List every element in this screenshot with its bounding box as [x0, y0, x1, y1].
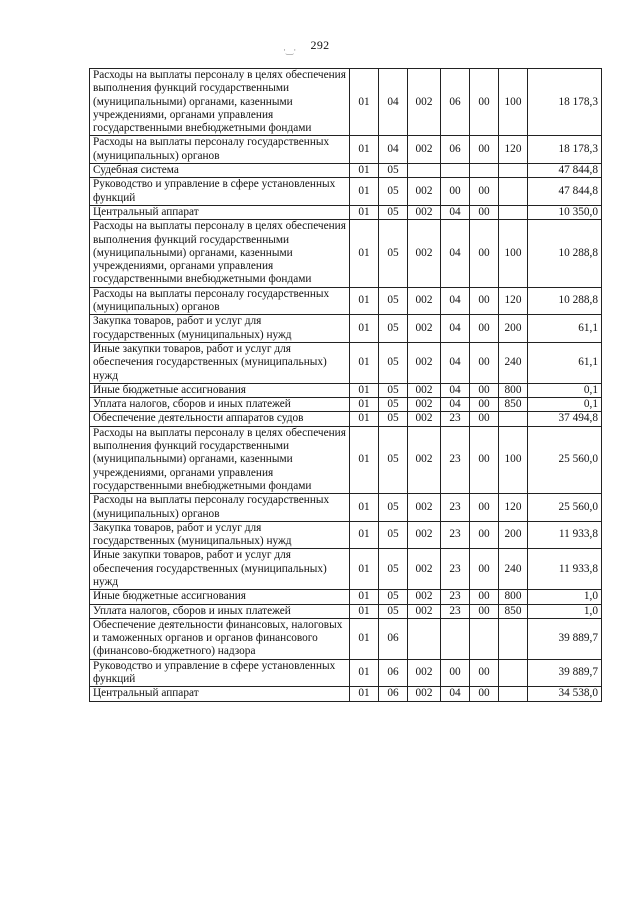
cell-target-article-3: 00 [470, 549, 499, 590]
cell-name: Расходы на выплаты персоналу в целях обеспечения выполнения функций государственными (муниципальными) органами, казенными учреждениями, органами управления государственными внебюджетными фондами [90, 69, 350, 136]
cell-amount: 1,0 [528, 604, 602, 618]
cell-amount: 61,1 [528, 342, 602, 383]
table-row [90, 590, 602, 604]
cell-target-article-2: 06 [441, 136, 470, 164]
cell-expense-type: 120 [499, 136, 528, 164]
cell-section: 01 [350, 178, 379, 206]
table-row [90, 659, 602, 687]
cell-subsection: 05 [379, 521, 408, 549]
table-row [90, 687, 602, 701]
cell-section: 01 [350, 426, 379, 493]
budget-table [89, 68, 602, 702]
cell-section: 01 [350, 604, 379, 618]
cell-section: 01 [350, 412, 379, 426]
cell-target-article-2: 00 [441, 659, 470, 687]
cell-amount: 10 288,8 [528, 287, 602, 315]
cell-target-article-1: 002 [408, 590, 441, 604]
cell-amount: 47 844,8 [528, 164, 602, 178]
cell-expense-type: 240 [499, 549, 528, 590]
cell-target-article-2: 04 [441, 398, 470, 412]
cell-target-article-1: 002 [408, 412, 441, 426]
cell-section: 01 [350, 398, 379, 412]
cell-expense-type: 200 [499, 521, 528, 549]
cell-amount: 18 178,3 [528, 136, 602, 164]
cell-target-article-1: 002 [408, 426, 441, 493]
cell-subsection: 06 [379, 659, 408, 687]
cell-amount: 34 538,0 [528, 687, 602, 701]
cell-expense-type [499, 618, 528, 659]
cell-amount: 11 933,8 [528, 521, 602, 549]
cell-amount: 10 350,0 [528, 205, 602, 219]
cell-section: 01 [350, 136, 379, 164]
page-number: 292 [310, 38, 330, 52]
table-row [90, 164, 602, 178]
cell-subsection: 05 [379, 383, 408, 397]
cell-target-article-2: 04 [441, 315, 470, 343]
cell-expense-type: 100 [499, 69, 528, 136]
cell-expense-type [499, 412, 528, 426]
cell-section: 01 [350, 494, 379, 522]
cell-target-article-2: 23 [441, 494, 470, 522]
cell-section: 01 [350, 383, 379, 397]
cell-section: 01 [350, 342, 379, 383]
cell-amount: 18 178,3 [528, 69, 602, 136]
cell-target-article-1: 002 [408, 220, 441, 287]
cell-amount: 1,0 [528, 590, 602, 604]
cell-amount: 0,1 [528, 398, 602, 412]
cell-target-article-1: 002 [408, 205, 441, 219]
cell-target-article-1 [408, 164, 441, 178]
cell-target-article-3: 00 [470, 521, 499, 549]
cell-section: 01 [350, 618, 379, 659]
cell-target-article-2: 04 [441, 287, 470, 315]
cell-name: Расходы на выплаты персоналу в целях обеспечения выполнения функций государственными (муниципальными) органами, казенными учреждениями, органами управления государственными внебюджетными фондами [90, 220, 350, 287]
table-row [90, 412, 602, 426]
cell-subsection: 05 [379, 494, 408, 522]
cell-name: Уплата налогов, сборов и иных платежей [90, 604, 350, 618]
cell-name: Обеспечение деятельности аппаратов судов [90, 412, 350, 426]
table-row [90, 342, 602, 383]
cell-amount: 11 933,8 [528, 549, 602, 590]
cell-subsection: 05 [379, 342, 408, 383]
cell-target-article-1: 002 [408, 136, 441, 164]
cell-target-article-3: 00 [470, 494, 499, 522]
cell-target-article-2: 04 [441, 220, 470, 287]
cell-target-article-1: 002 [408, 494, 441, 522]
cell-expense-type [499, 687, 528, 701]
cell-expense-type: 120 [499, 494, 528, 522]
cell-name: Закупка товаров, работ и услуг для государственных (муниципальных) нужд [90, 315, 350, 343]
cell-target-article-2: 23 [441, 426, 470, 493]
table-row [90, 549, 602, 590]
cell-target-article-3: 00 [470, 220, 499, 287]
cell-target-article-2: 04 [441, 383, 470, 397]
cell-amount: 0,1 [528, 383, 602, 397]
cell-expense-type: 100 [499, 220, 528, 287]
cell-name: Расходы на выплаты персоналу в целях обеспечения выполнения функций государственными (муниципальными) органами, казенными учреждениями, органами управления государственными внебюджетными фондами [90, 426, 350, 493]
table-row [90, 426, 602, 493]
cell-target-article-3: 00 [470, 412, 499, 426]
cell-target-article-2: 04 [441, 687, 470, 701]
cell-target-article-3: 00 [470, 604, 499, 618]
scan-speck: ·‿· [283, 45, 297, 55]
cell-section: 01 [350, 164, 379, 178]
cell-target-article-3: 00 [470, 178, 499, 206]
cell-target-article-1: 002 [408, 315, 441, 343]
cell-target-article-2: 04 [441, 342, 470, 383]
cell-section: 01 [350, 205, 379, 219]
cell-subsection: 05 [379, 178, 408, 206]
cell-target-article-3: 00 [470, 426, 499, 493]
cell-subsection: 05 [379, 315, 408, 343]
cell-subsection: 05 [379, 164, 408, 178]
cell-expense-type: 200 [499, 315, 528, 343]
cell-expense-type: 800 [499, 590, 528, 604]
table-row [90, 69, 602, 136]
cell-target-article-2 [441, 164, 470, 178]
cell-amount: 25 560,0 [528, 426, 602, 493]
cell-target-article-3: 00 [470, 315, 499, 343]
cell-target-article-1: 002 [408, 287, 441, 315]
table-row [90, 315, 602, 343]
cell-target-article-1: 002 [408, 178, 441, 206]
table-row [90, 383, 602, 397]
table-row [90, 604, 602, 618]
cell-expense-type: 850 [499, 604, 528, 618]
cell-target-article-3: 00 [470, 383, 499, 397]
cell-name: Иные закупки товаров, работ и услуг для обеспечения государственных (муниципальных) нужд [90, 549, 350, 590]
cell-target-article-2: 23 [441, 604, 470, 618]
cell-target-article-3: 00 [470, 205, 499, 219]
table-row [90, 398, 602, 412]
cell-target-article-1: 002 [408, 687, 441, 701]
cell-target-article-1: 002 [408, 342, 441, 383]
cell-target-article-3: 00 [470, 136, 499, 164]
table-row [90, 205, 602, 219]
cell-name: Расходы на выплаты персоналу государственных (муниципальных) органов [90, 136, 350, 164]
cell-section: 01 [350, 69, 379, 136]
cell-subsection: 05 [379, 549, 408, 590]
cell-target-article-1: 002 [408, 604, 441, 618]
cell-target-article-1: 002 [408, 549, 441, 590]
cell-expense-type [499, 205, 528, 219]
cell-target-article-3: 00 [470, 287, 499, 315]
cell-subsection: 05 [379, 220, 408, 287]
cell-target-article-1: 002 [408, 521, 441, 549]
cell-expense-type: 850 [499, 398, 528, 412]
cell-amount: 25 560,0 [528, 494, 602, 522]
cell-name: Закупка товаров, работ и услуг для государственных (муниципальных) нужд [90, 521, 350, 549]
cell-subsection: 04 [379, 136, 408, 164]
cell-name: Иные бюджетные ассигнования [90, 383, 350, 397]
cell-section: 01 [350, 220, 379, 287]
cell-expense-type: 240 [499, 342, 528, 383]
cell-amount: 39 889,7 [528, 618, 602, 659]
cell-target-article-1: 002 [408, 398, 441, 412]
cell-expense-type: 120 [499, 287, 528, 315]
cell-target-article-2: 23 [441, 521, 470, 549]
cell-name: Уплата налогов, сборов и иных платежей [90, 398, 350, 412]
cell-section: 01 [350, 687, 379, 701]
cell-amount: 47 844,8 [528, 178, 602, 206]
cell-name: Расходы на выплаты персоналу государственных (муниципальных) органов [90, 287, 350, 315]
cell-subsection: 05 [379, 287, 408, 315]
table-row [90, 618, 602, 659]
cell-section: 01 [350, 549, 379, 590]
cell-target-article-1: 002 [408, 659, 441, 687]
cell-target-article-2: 00 [441, 178, 470, 206]
cell-target-article-3: 00 [470, 398, 499, 412]
cell-name: Центральный аппарат [90, 205, 350, 219]
cell-target-article-2: 04 [441, 205, 470, 219]
cell-name: Центральный аппарат [90, 687, 350, 701]
cell-subsection: 05 [379, 604, 408, 618]
cell-amount: 37 494,8 [528, 412, 602, 426]
cell-target-article-2: 23 [441, 590, 470, 604]
cell-name: Расходы на выплаты персоналу государственных (муниципальных) органов [90, 494, 350, 522]
cell-target-article-3 [470, 164, 499, 178]
cell-subsection: 06 [379, 687, 408, 701]
cell-amount: 39 889,7 [528, 659, 602, 687]
cell-target-article-2 [441, 618, 470, 659]
cell-expense-type: 100 [499, 426, 528, 493]
cell-target-article-3: 00 [470, 659, 499, 687]
cell-name: Обеспечение деятельности финансовых, налоговых и таможенных органов и органов финансового (финансово-бюджетного) надзора [90, 618, 350, 659]
cell-subsection: 05 [379, 412, 408, 426]
cell-section: 01 [350, 521, 379, 549]
table-row [90, 287, 602, 315]
table-row [90, 136, 602, 164]
cell-subsection: 06 [379, 618, 408, 659]
cell-name: Судебная система [90, 164, 350, 178]
cell-subsection: 04 [379, 69, 408, 136]
table-row [90, 521, 602, 549]
cell-target-article-3 [470, 618, 499, 659]
cell-target-article-2: 23 [441, 412, 470, 426]
cell-section: 01 [350, 287, 379, 315]
cell-target-article-3: 00 [470, 342, 499, 383]
cell-expense-type [499, 659, 528, 687]
cell-target-article-1: 002 [408, 383, 441, 397]
cell-expense-type [499, 178, 528, 206]
cell-expense-type: 800 [499, 383, 528, 397]
cell-name: Руководство и управление в сфере установленных функций [90, 178, 350, 206]
cell-amount: 61,1 [528, 315, 602, 343]
cell-subsection: 05 [379, 205, 408, 219]
cell-target-article-2: 23 [441, 549, 470, 590]
cell-name: Иные закупки товаров, работ и услуг для обеспечения государственных (муниципальных) нужд [90, 342, 350, 383]
cell-section: 01 [350, 659, 379, 687]
cell-target-article-3: 00 [470, 687, 499, 701]
table-row [90, 494, 602, 522]
cell-section: 01 [350, 590, 379, 604]
cell-subsection: 05 [379, 426, 408, 493]
cell-amount: 10 288,8 [528, 220, 602, 287]
cell-target-article-3: 00 [470, 69, 499, 136]
cell-subsection: 05 [379, 398, 408, 412]
cell-section: 01 [350, 315, 379, 343]
cell-target-article-1 [408, 618, 441, 659]
table-body [90, 69, 602, 702]
cell-name: Иные бюджетные ассигнования [90, 590, 350, 604]
cell-target-article-1: 002 [408, 69, 441, 136]
cell-expense-type [499, 164, 528, 178]
cell-subsection: 05 [379, 590, 408, 604]
cell-name: Руководство и управление в сфере установленных функций [90, 659, 350, 687]
table-row [90, 178, 602, 206]
table-row [90, 220, 602, 287]
cell-target-article-2: 06 [441, 69, 470, 136]
cell-target-article-3: 00 [470, 590, 499, 604]
